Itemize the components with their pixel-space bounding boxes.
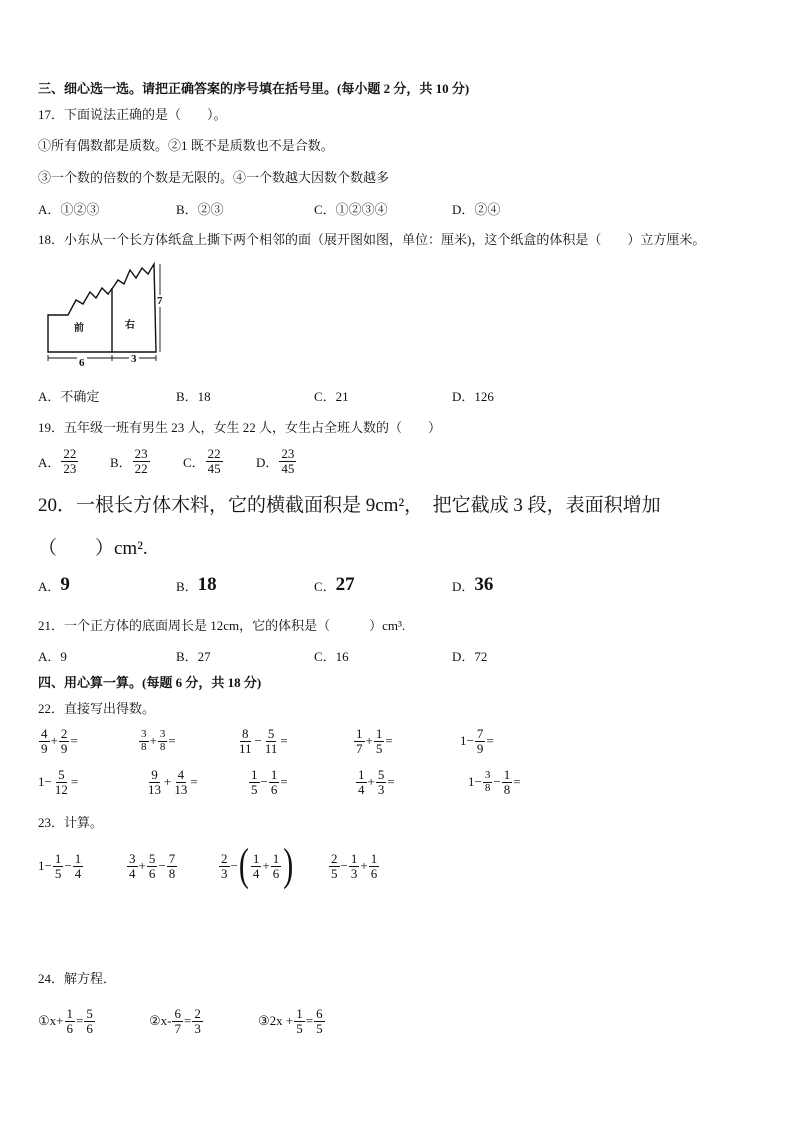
- q23-expression-1: 1− $\frac{1}{5}$ − $\frac{1}{4}$: [38, 850, 82, 881]
- q22-item: $\frac{1}{7}$ + $\frac{1}{5}$ =: [356, 725, 393, 756]
- q20-option-d: D． 36: [452, 574, 494, 595]
- q18-net-figure: [38, 260, 178, 375]
- q19-option-b: B． $\frac{23}{22}$: [110, 445, 148, 476]
- q19-stem: 19．五年级一班有男生 23 人，女生 22 人，女生占全班人数的（ ）: [38, 420, 442, 435]
- q18-option-a: A．不确定: [38, 389, 100, 404]
- q22-item: $\frac{1}{5}$ − $\frac{1}{6}$ =: [251, 766, 288, 797]
- q19-option-d: D． $\frac{23}{45}$: [256, 445, 295, 476]
- q22-item: 1− $\frac{3}{8}$ − $\frac{1}{8}$ =: [468, 766, 521, 797]
- q17-option-a: A．①②③: [38, 202, 100, 217]
- q17-statement-2: ③一个数的倍数的个数是无限的。④一个数越大因数个数越多: [38, 170, 390, 185]
- q22-item: $\frac{1}{4}$ + $\frac{5}{3}$ =: [358, 766, 395, 797]
- q23-stem: 23．计算。: [38, 815, 104, 830]
- q18-height-label-7: 7: [157, 295, 163, 307]
- q18-option-c: C．21: [314, 389, 349, 404]
- q22-item: $\frac{3}{8}$ + $\frac{3}{8}$ =: [141, 727, 176, 753]
- q21-option-c: C．16: [314, 649, 349, 664]
- q22-item: 1− $\frac{5}{12}$ =: [38, 766, 79, 797]
- q20-option-c: C． 27: [314, 574, 355, 595]
- q21-option-d: D．72: [452, 649, 488, 664]
- q20-stem-2: （ ）cm².: [38, 538, 148, 559]
- section-heading-3: 三、细心选一选。请把正确答案的序号填在括号里。(每小题 2 分，共 10 分): [38, 81, 470, 96]
- q22-stem: 22．直接写出得数。: [38, 701, 156, 716]
- q17-statement-1: ①所有偶数都是质数。②1 既不是质数也不是合数。: [38, 138, 334, 153]
- q17-option-c: C．①②③④: [314, 202, 388, 217]
- q21-stem: 21．一个正方体的底面周长是 12cm，它的体积是（ ）cm³.: [38, 618, 406, 633]
- q24-equation-1: ①x+ $\frac{1}{6}$ = $\frac{5}{6}$: [38, 1005, 93, 1036]
- q18-option-b: B．18: [176, 389, 211, 404]
- q23-expression-2: $\frac{3}{4}$ + $\frac{5}{6}$ − $\frac{7}{8}$: [129, 850, 176, 881]
- q17-option-d: D．②④: [452, 202, 501, 217]
- q19-option-c: C． $\frac{22}{45}$: [183, 445, 221, 476]
- section-heading-4: 四、用心算一算。(每题 6 分，共 18 分): [38, 675, 262, 690]
- q18-option-d: D．126: [452, 389, 494, 404]
- q18-width-label-3: 3: [131, 353, 137, 365]
- q18-right-label: 右: [125, 320, 135, 331]
- q22-item: $\frac{9}{13}$ + $\frac{4}{13}$ =: [148, 766, 198, 797]
- q24-stem: 24．解方程．: [38, 971, 117, 986]
- q18-front-label: 前: [74, 323, 84, 334]
- q22-item: 1− $\frac{7}{9}$ =: [460, 725, 494, 756]
- q17-option-b: B．②③: [176, 202, 224, 217]
- q20-stem: 20．一根长方体木料，它的横截面积是 9cm²， 把它截成 3 段，表面积增加: [38, 495, 661, 516]
- q23-expression-3: $\frac{2}{3}$ − ( $\frac{1}{4}$ + $\frac{1}{6}$ ): [221, 840, 294, 890]
- q19-option-a: A． $\frac{22}{23}$: [38, 445, 77, 476]
- q21-option-b: B．27: [176, 649, 211, 664]
- q24-equation-3: ③2x + $\frac{1}{5}$ = $\frac{6}{5}$: [258, 1005, 323, 1036]
- q20-option-a: A． 9: [38, 574, 70, 595]
- q22-item: $\frac{8}{11}$ − $\frac{5}{11}$ =: [239, 725, 288, 756]
- q22-item: $\frac{4}{9}$ + $\frac{2}{9}$ =: [41, 725, 78, 756]
- q21-option-a: A．9: [38, 649, 67, 664]
- q18-width-label-6: 6: [79, 357, 85, 369]
- q18-stem: 18．小东从一个长方体纸盒上撕下两个相邻的面（展开图如图，单位：厘米)，这个纸盒的体积是（ ）立方厘米。: [38, 232, 706, 247]
- q17-stem: 17．下面说法正确的是（ ）。: [38, 107, 227, 122]
- q20-option-b: B． 18: [176, 574, 217, 595]
- q23-expression-4: $\frac{2}{5}$ − $\frac{1}{3}$ + $\frac{1}{6}$: [331, 850, 378, 881]
- q24-equation-2: ②x- $\frac{6}{7}$ = $\frac{2}{3}$: [149, 1005, 201, 1036]
